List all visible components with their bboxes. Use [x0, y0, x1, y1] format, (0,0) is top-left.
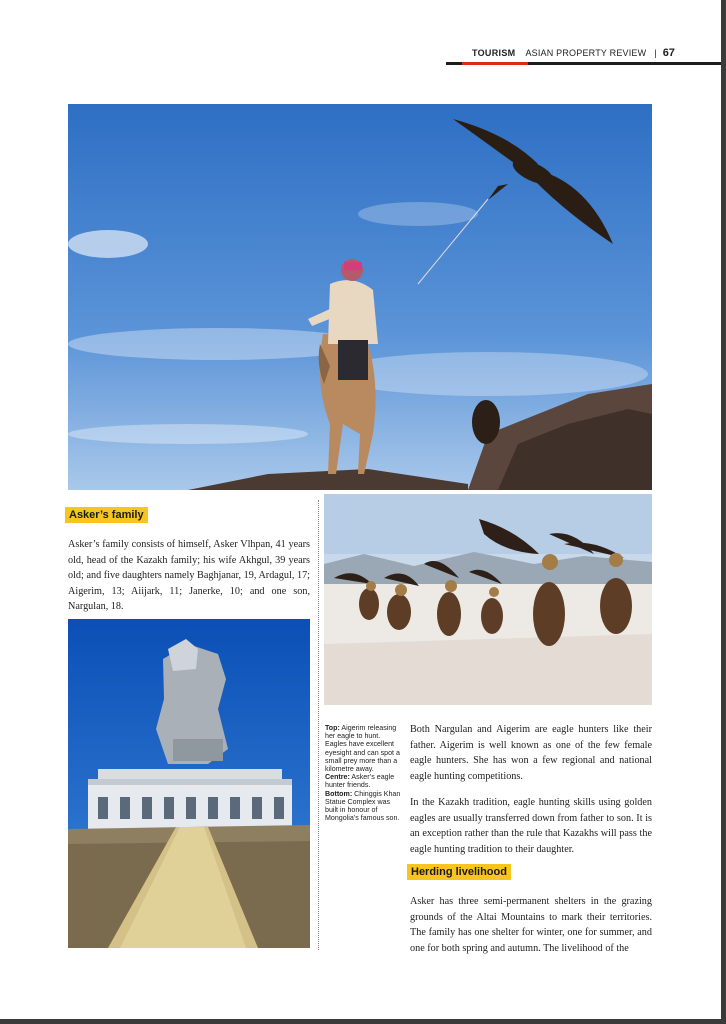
column-divider [318, 500, 319, 950]
caption-top-label: Top: [325, 724, 340, 732]
magazine-title: ASIAN PROPERTY REVIEW [525, 48, 647, 58]
caption-centre-label: Centre: [325, 773, 350, 782]
caption-centre [325, 773, 401, 789]
family-paragraph: Asker’s family consists of himself, Asker Vlhpan, 41 years old, head of the Kazakh family; his wife Akhgul, 39 years old; and five daughters namely Baghjanar, 19, Ardagul, 17; Aigerim, 13; Aiijark, 11; Janerke, 10; and one son, Nargulan, 18. [68, 539, 310, 613]
page-header [472, 47, 712, 59]
page-number: 67 [662, 47, 675, 59]
section-label: TOURISM [472, 48, 516, 58]
heading-herding-livelihood: Herding livelihood [407, 864, 511, 880]
heading-askers-family: Asker’s family [65, 507, 148, 523]
caption-bottom-label: Bottom: [325, 789, 353, 798]
caption-top [325, 724, 401, 773]
caption-centre-text: Asker’s eagle hunter friends. [325, 773, 395, 790]
caption-bottom-text: Chinggis Khan Statue Complex was built in honour of Mongolia’s famous son. [325, 789, 401, 823]
photo-chinggis-khan-statue [68, 619, 310, 948]
body-paragraph-3: Asker has three semi-permanent shelters in the grazing grounds of the Altai Mountains to mark their territories. The family has one shelter for winter, one for summer, and one for both spring and autumn. The livelihood of the [410, 896, 652, 954]
photo-captions [325, 724, 401, 822]
body-paragraph-1: Both Nargulan and Aigerim are eagle hunters like their father. Aigerim is well known as one of the few female eagle hunters. She has won a few regional and national eagle hunting competitions. [410, 724, 652, 782]
header-rule-accent [462, 62, 528, 65]
header-separator: | [654, 48, 657, 58]
caption-top-text: Aigerim releasing her eagle to hunt. Eagles have excellent eyesight and can spot a small prey more than a kilometre away. [325, 724, 400, 774]
caption-bottom [325, 790, 401, 823]
photo-eagle-hunter-on-horse [68, 104, 652, 490]
body-paragraph-2: In the Kazakh tradition, eagle hunting skills using golden eagles are usually transferred down from father to son. It is an exception rather than the rule that Kazakhs will pass the eagle hunting tradition to their daughter. [410, 797, 652, 855]
photo-eagle-hunter-friends [324, 494, 652, 705]
